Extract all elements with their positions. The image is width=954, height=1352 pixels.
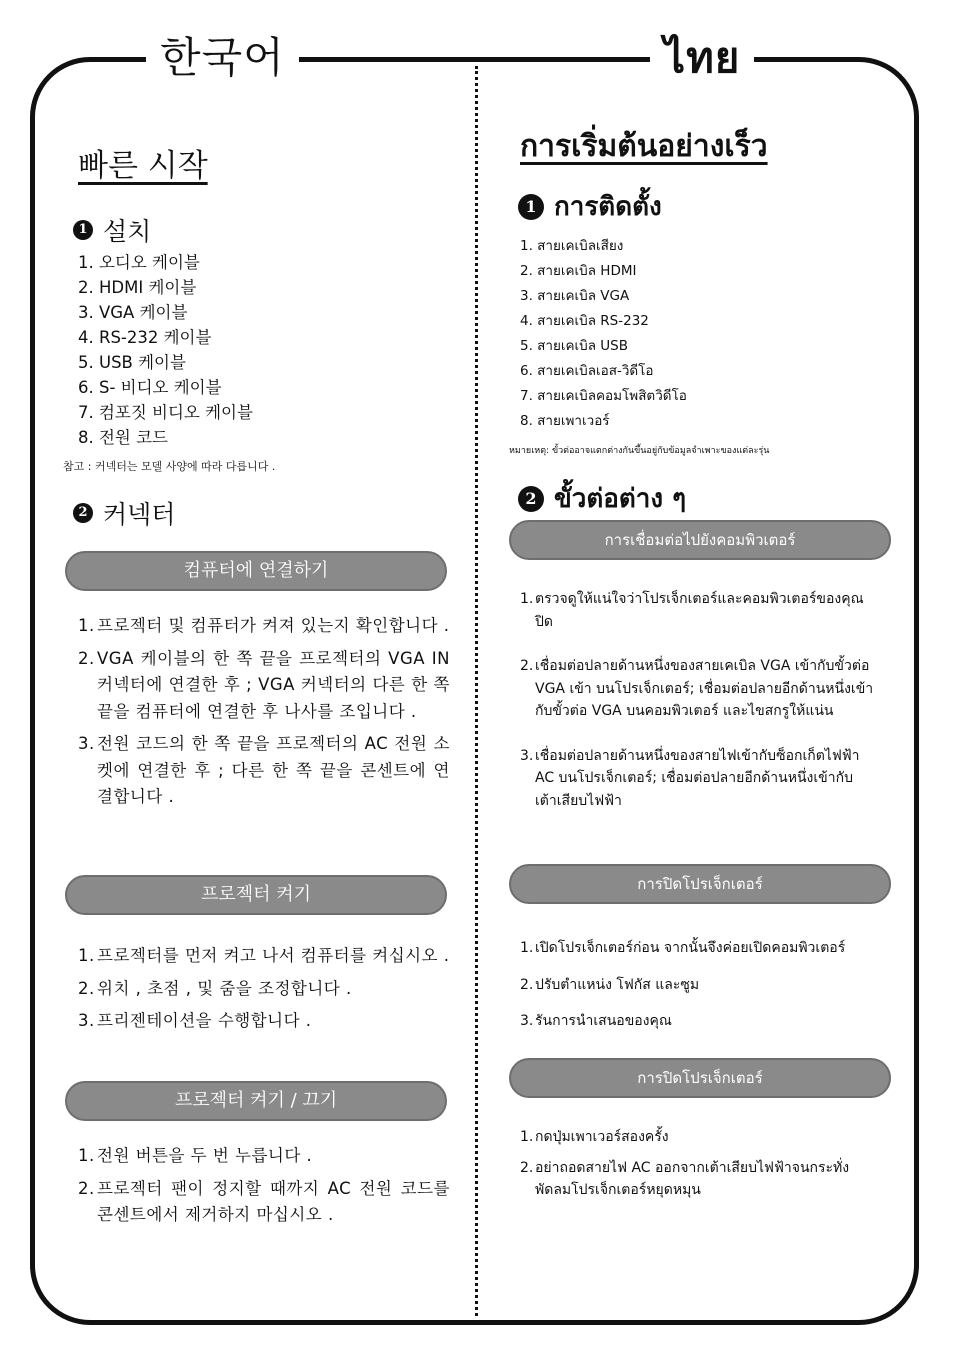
list-item: 7. สายเคเบิลคอมโพสิตวิดีโอ <box>520 388 687 404</box>
thai-power-on-steps <box>520 937 880 1033</box>
list-item: 3. รันการนำเสนอของคุณ <box>520 1013 672 1029</box>
list-item: 3. 전원 코드의 한 쪽 끝을 프로젝터의 AC 전원 소켓에 연결한 후 ; 다른 한 쪽 끝을 콘센트에 연결합니다 . <box>78 734 450 806</box>
section-number-badge: 1 <box>518 194 544 220</box>
korean-power-on-steps <box>78 943 450 1041</box>
korean-connector-heading <box>73 495 175 531</box>
list-item: 5. USB 케이블 <box>78 353 186 372</box>
list-item: 6. S- 비디오 케이블 <box>78 378 222 397</box>
korean-connect-computer-banner: 컴퓨터에 연결하기 <box>65 551 447 591</box>
list-item: 2. HDMI 케이블 <box>78 278 197 297</box>
list-item: 4. RS-232 케이블 <box>78 328 212 347</box>
korean-install-heading <box>73 212 151 248</box>
thai-language-label: ไทย <box>650 30 754 86</box>
korean-title: 빠른 시작 <box>78 148 208 184</box>
list-item: 3. เชื่อมต่อปลายด้านหนึ่งของสายไฟเข้ากับซ็อกเก็ตไฟฟ้า AC บนโปรเจ็กเตอร์; เชื่อมต่อปลายอีกด้านหนึ่งเข้ากับเต้าเสียบไฟฟ้า <box>520 747 860 809</box>
list-item: 5. สายเคเบิล USB <box>520 338 629 354</box>
list-item: 2. อย่าถอดสายไฟ AC ออกจากเต้าเสียบไฟฟ้าจนกระทั่งพัดลมโปรเจ็กเตอร์หยุดหมุน <box>520 1159 850 1198</box>
thai-power-off-steps <box>520 1126 880 1202</box>
thai-install-heading <box>518 186 662 227</box>
list-item: 1. 프로젝터를 먼저 켜고 나서 컴퓨터를 켜십시오 . <box>78 946 450 965</box>
list-item: 8. 전원 코드 <box>78 428 168 447</box>
list-item: 6. สายเคเบิลเอส-วิดีโอ <box>520 363 654 379</box>
thai-install-note: หมายเหตุ: ขั้วต่ออาจแตกต่างกันขึ้นอยู่กับข้อมูลจำเพาะของแต่ละรุ่น <box>509 446 770 456</box>
list-item: 3. 프리젠테이션을 수행합니다 . <box>78 1011 312 1030</box>
list-item: 2. VGA 케이블의 한 쪽 끝을 프로젝터의 VGA IN 커넥터에 연결한 후 ; VGA 커넥터의 다른 한 쪽 끝을 컴퓨터에 연결한 후 나사를 조입니다 . <box>78 648 450 721</box>
list-item: 2. สายเคเบิล HDMI <box>520 263 637 279</box>
thai-power-on-banner: การปิดโปรเจ็กเตอร์ <box>509 864 891 904</box>
list-item: 3. สายเคเบิล VGA <box>520 288 630 304</box>
thai-power-off-banner: การปิดโปรเจ็กเตอร์ <box>509 1058 891 1098</box>
section-number-badge: 1 <box>73 220 93 240</box>
list-item: 1. กดปุ่มเพาเวอร์สองครั้ง <box>520 1129 669 1145</box>
thai-title: การเริ่มต้นอย่างเร็ว <box>520 129 768 164</box>
list-item: 1. 프로젝터 및 컴퓨터가 켜져 있는지 확인합니다 . <box>78 616 450 635</box>
section-heading-text: 커넥터 <box>103 500 176 529</box>
section-heading-text: ขั้วต่อต่าง ๆ <box>554 484 687 514</box>
korean-connect-steps <box>78 613 450 817</box>
thai-connect-computer-banner: การเชื่อมต่อไปยังคอมพิวเตอร์ <box>509 520 891 560</box>
section-heading-text: การติดตั้ง <box>554 192 662 222</box>
list-item: 7. 컴포짓 비디오 케이블 <box>78 403 253 422</box>
list-item: 2. 위치 , 초점 , 및 줌을 조정합니다 . <box>78 978 352 998</box>
thai-install-list <box>520 234 687 434</box>
section-number-badge: 2 <box>518 486 544 512</box>
list-item: 4. สายเคเบิล RS-232 <box>520 313 649 329</box>
list-item: 2. เชื่อมต่อปลายด้านหนึ่งของสายเคเบิล VGA เข้ากับขั้วต่อ VGA เข้า บนโปรเจ็กเตอร์; เชื่อมต่อปลายอีกด้านหนึ่งเข้ากับขั้วต่อ VGA บนคอมพิวเตอร์ และไขสกรูให้แน่น <box>520 658 874 719</box>
list-item: 3. VGA 케이블 <box>78 303 188 322</box>
korean-install-note: 참고 : 커넥터는 모델 사양에 따라 다릅니다 . <box>63 460 276 473</box>
list-item: 1. ตรวจดูให้แน่ใจว่าโปรเจ็กเตอร์และคอมพิวเตอร์ของคุณปิด <box>520 591 864 630</box>
list-item: 8. สายเพาเวอร์ <box>520 413 610 429</box>
list-item: 2. ปรับตำแหน่ง โฟกัส และซูม <box>520 976 700 993</box>
list-item: 1. สายเคเบิลเสียง <box>520 238 624 254</box>
list-item: 2. 프로젝터 팬이 정지할 때까지 AC 전원 코드를 콘센트에서 제거하지 마십시오 . <box>78 1178 450 1224</box>
column-divider <box>475 66 478 1316</box>
list-item: 1. เปิดโปรเจ็กเตอร์ก่อน จากนั้นจึงค่อยเปิดคอมพิวเตอร์ <box>520 940 846 956</box>
list-item: 1. 오디오 케이블 <box>78 253 200 272</box>
list-item: 1. 전원 버튼을 두 번 누릅니다 . <box>78 1146 313 1165</box>
korean-install-list <box>78 250 253 450</box>
korean-power-off-banner: 프로젝터 켜기 / 끄기 <box>65 1081 447 1121</box>
thai-connect-steps <box>520 588 875 812</box>
thai-connector-heading <box>518 478 686 519</box>
section-heading-text: 설치 <box>103 217 152 246</box>
korean-power-on-banner: 프로젝터 켜기 <box>65 875 447 915</box>
korean-language-label: 한국어 <box>146 30 299 86</box>
korean-power-off-steps <box>78 1143 450 1235</box>
section-number-badge: 2 <box>73 503 93 523</box>
